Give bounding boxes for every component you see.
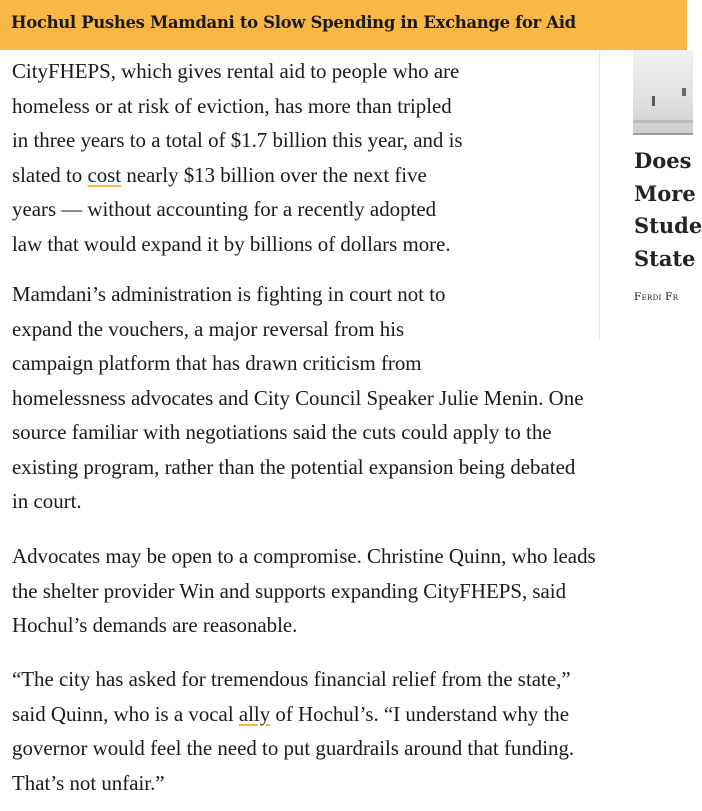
paragraph-line: governor would feel the need to put guardrails around that funding. [12, 736, 575, 760]
text-fragment: nearly $13 billion over the next five [121, 162, 427, 187]
article-paragraph-2 [12, 277, 583, 519]
paragraph-line [12, 158, 463, 193]
thumbnail-detail [682, 88, 686, 96]
paragraph-line: Mamdani’s administration is fighting in court not to [12, 282, 446, 306]
paragraph-line: “The city has asked for tremendous financial relief from the state,” [12, 667, 571, 691]
teaser-thumbnail[interactable] [633, 50, 693, 135]
text-fragment: of Hochul’s. “I understand why the [270, 701, 569, 726]
paragraph-line: expand the vouchers, a major reversal from his [12, 316, 405, 341]
teaser-headline-line: Does [634, 148, 692, 173]
cost-link[interactable]: cost [87, 162, 122, 187]
teaser-headline[interactable] [634, 145, 702, 275]
paragraph-line: homeless or at risk of eviction, has more than tripled [12, 93, 452, 118]
teaser-headline-line: State [634, 245, 696, 271]
paragraph-line: existing program, rather than the potential expansion being debated [12, 454, 576, 479]
paragraph-line: in three years to a total of $1.7 billion this year, and is [12, 128, 463, 152]
paragraph-line: in court. [12, 489, 82, 513]
paragraph-line: law that would expand it by billions of dollars more. [12, 231, 451, 256]
article-paragraph-3 [12, 539, 596, 643]
paragraph-line: Advocates may be open to a compromise. Christine Quinn, who leads [12, 544, 596, 568]
article-paragraph-1 [12, 54, 463, 261]
related-story-teaser[interactable] [599, 50, 702, 340]
paragraph-line: years — without accounting for a recently adopted [12, 197, 437, 221]
article-paragraph-4 [12, 662, 574, 800]
teaser-headline-line: Stude [634, 213, 702, 238]
story-banner [0, 0, 687, 50]
paragraph-line: CityFHEPS, which gives rental aid to people who are [12, 59, 460, 83]
paragraph-line: homelessness advocates and City Council Speaker Julie Menin. One [12, 385, 584, 410]
paragraph-line: the shelter provider Win and supports expanding CityFHEPS, said [12, 578, 567, 603]
text-fragment: said Quinn, who is a vocal [12, 701, 239, 726]
paragraph-line: Hochul’s demands are reasonable. [12, 613, 298, 637]
teaser-byline: Ferdi Fr [634, 291, 679, 303]
story-headline[interactable]: Hochul Pushes Mamdani to Slow Spending in Exchange for Aid [11, 13, 576, 32]
paragraph-line: campaign platform that has drawn criticism from [12, 351, 422, 375]
paragraph-line: That’s not unfair.” [12, 770, 165, 795]
thumbnail-detail [633, 120, 693, 123]
paragraph-line [12, 697, 574, 732]
thumbnail-detail [652, 96, 655, 106]
ally-link[interactable]: ally [238, 701, 271, 726]
teaser-headline-line: More [634, 180, 696, 206]
paragraph-line: source familiar with negotiations said the cuts could apply to the [12, 420, 552, 444]
text-fragment: slated to [12, 162, 88, 187]
